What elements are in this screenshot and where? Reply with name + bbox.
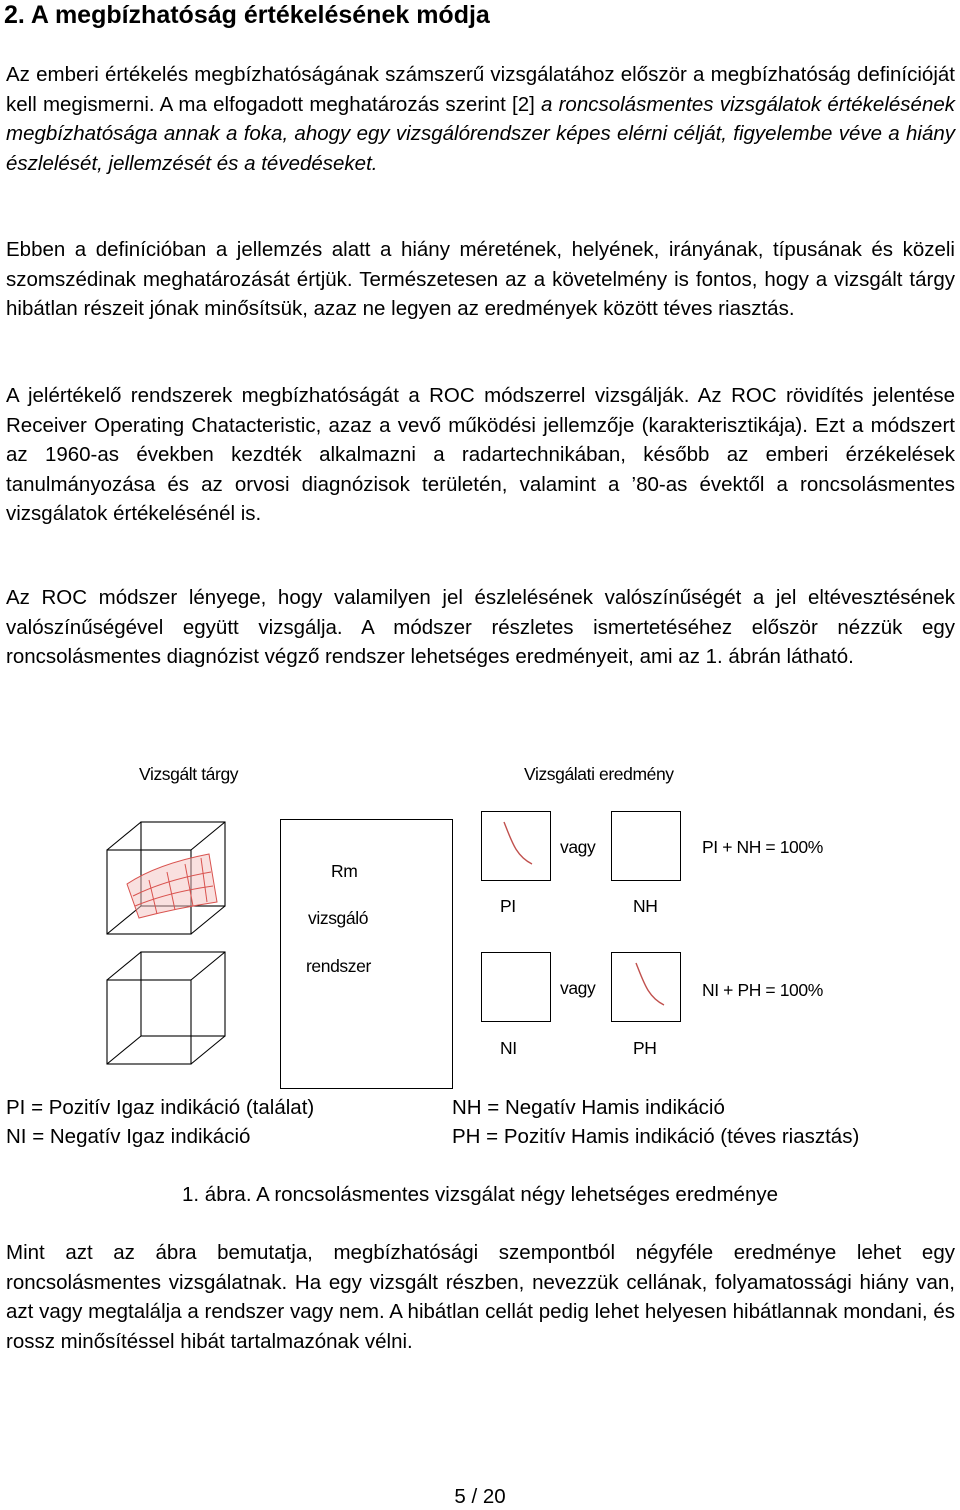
paragraph-definition-intro: Az emberi értékelés megbízhatóságának számszerű vizsgálatához először a megbízhatóság definícióját kell megismerni. A ma elfogadott meghatározás szerint [2] xyxy=(6,63,955,116)
rm-label-system: rendszer xyxy=(306,956,371,976)
tested-object-cubes xyxy=(105,820,305,1090)
label-test-result: Vizsgálati eredmény xyxy=(524,764,674,784)
pi-box xyxy=(481,811,551,881)
equation-top: PI + NH = 100% xyxy=(702,837,823,857)
false-alarm-curve-icon xyxy=(612,953,680,1021)
paragraph-roc-essence: Az ROC módszer lényege, hogy valamilyen jel észlelésének valószínűségét a jel eltévesztésének valószínűségével együtt vizsgálja. A módszer részletes ismertetéséhez először nézzük egy roncsolásmentes diagnózist végző rendszer lehetséges eredményeit, ami az 1. ábrán látható. xyxy=(6,586,955,668)
nh-box xyxy=(611,811,681,881)
legend-ph: PH = Pozitív Hamis indikáció (téves riasztás) xyxy=(452,1125,860,1148)
paragraph-definition-quote: a roncsolásmentes vizsgálatok értékelésének megbízhatósága annak a foka, ahogy egy vizsgálórendszer képes elérni célját, figyelembe véve a hiány észlelését, jellemzését és a tévedéseket. xyxy=(6,92,955,175)
rm-system-box xyxy=(280,819,453,1089)
figure-1 xyxy=(0,740,960,1080)
detection-curve-icon xyxy=(482,812,550,880)
legend-nh: NH = Negatív Hamis indikáció xyxy=(452,1096,725,1119)
legend-ni: NI = Negatív Igaz indikáció xyxy=(6,1125,251,1148)
ni-box xyxy=(481,952,551,1022)
label-tested-object: Vizsgált tárgy xyxy=(139,764,239,784)
ph-box xyxy=(611,952,681,1022)
flawless-cube xyxy=(107,952,225,1064)
or-label-bottom: vagy xyxy=(560,978,596,998)
equation-bottom: NI + PH = 100% xyxy=(702,980,823,1000)
legend-pi: PI = Pozitív Igaz indikáció (találat) xyxy=(6,1096,315,1119)
paragraph-roc-history: A jelértékelő rendszerek megbízhatóságát a ROC módszerrel vizsgálják. Az ROC rövidítés jelentése Receiver Operating Chatacteristic, azaz a vevő működési jellemzője (karakterisztikája). Ezt a módszert az 1960-as években kezdték alkalmazni a radartechnikában, később az emberi érzékelések tanulmányozása és az orvosi diagnózisok területén, valamint a ’80-as évektől a roncsolásmentes vizsgálatok értékelésénél is. xyxy=(6,384,955,525)
nh-label: NH xyxy=(633,896,658,916)
or-label-top: vagy xyxy=(560,837,596,857)
paragraph-characterization: Ebben a definícióban a jellemzés alatt a hiány méretének, helyének, irányának, típusának és közeli szomszédinak meghatározását értjük. Természetesen az a követelmény is fontos, hogy a vizsgált tárgy hibátlan részeit jónak minősítsük, azaz ne legyen az eredmények között téves riasztás. xyxy=(6,238,955,320)
ph-label: PH xyxy=(633,1038,657,1058)
page-number: 5 / 20 xyxy=(454,1485,506,1508)
rm-label-testing: vizsgáló xyxy=(308,908,369,928)
paragraph-four-outcomes: Mint azt az ábra bemutatja, megbízhatósági szempontból négyféle eredménye lehet egy roncsolásmentes vizsgálatnak. Ha egy vizsgált részben, nevezzük cellának, folyamatossági hiány van, azt vagy megtalálja a rendszer vagy nem. A hibátlan cellát pedig lehet helyesen hibátlannak mondani, és rossz minősítéssel hibát tartalmazónak vélni. xyxy=(6,1241,955,1353)
section-heading: 2. A megbízhatóság értékelésének módja xyxy=(4,1,490,29)
figure-caption: 1. ábra. A roncsolásmentes vizsgálat négy lehetséges eredménye xyxy=(182,1183,778,1206)
paragraph-definition xyxy=(6,60,955,178)
rm-label: Rm xyxy=(331,861,358,881)
ni-label: NI xyxy=(500,1038,517,1058)
pi-label: PI xyxy=(500,896,516,916)
